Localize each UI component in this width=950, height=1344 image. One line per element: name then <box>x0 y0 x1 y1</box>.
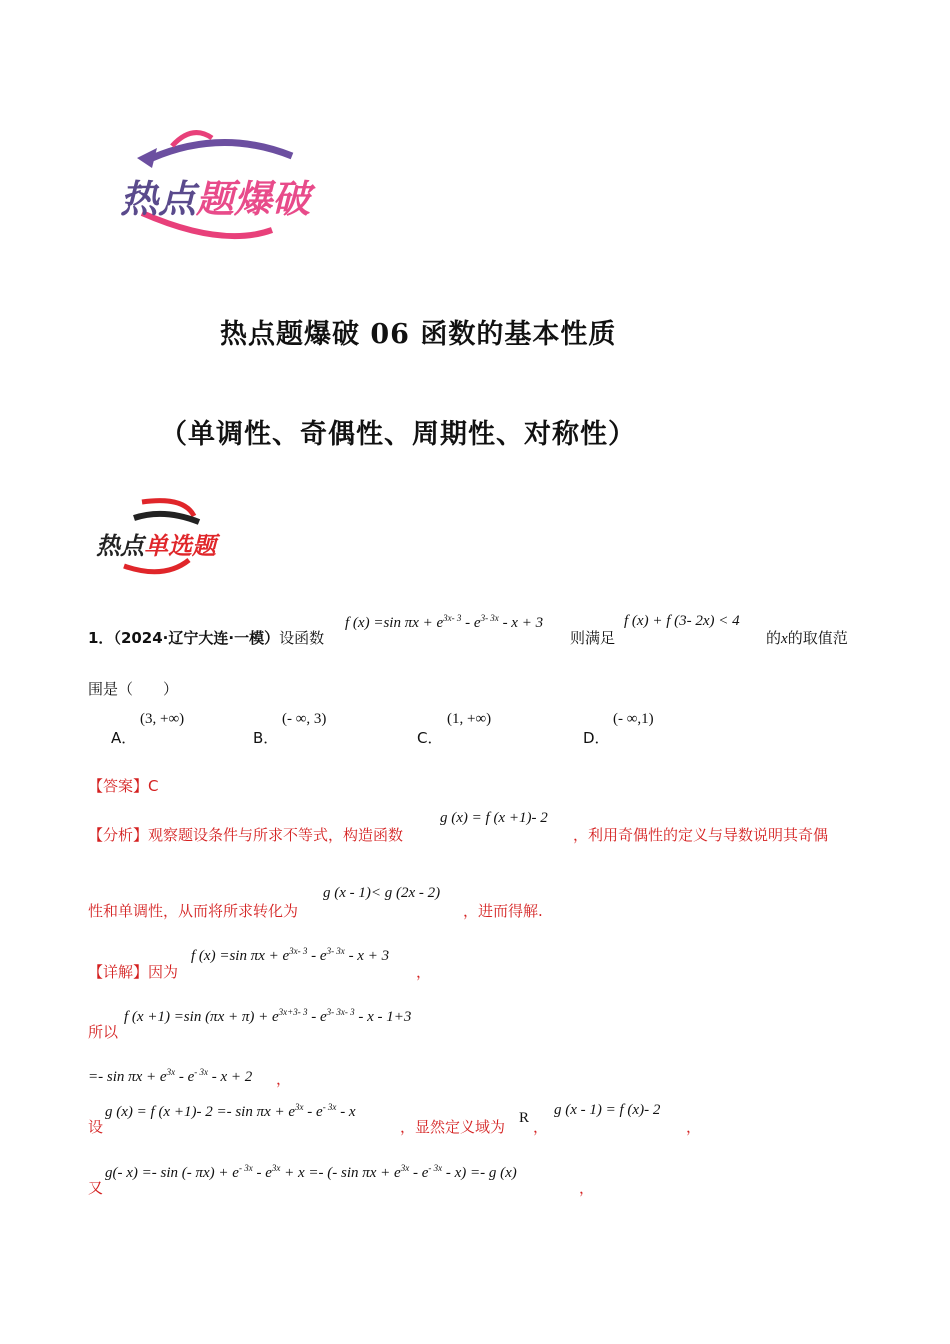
detail-comma4: ， <box>686 1118 702 1136</box>
detail-eq5: g (x - 1) = f (x)- 2 <box>554 1102 661 1118</box>
question-text-cd: 的x的取值范 <box>766 629 848 647</box>
option-a-label[interactable]: A． <box>111 729 137 747</box>
detail-comma1: ， <box>416 963 432 981</box>
section-logo <box>94 496 244 578</box>
detail-eq3: =- $\sin \pi x + e^{3x} - e^{- 3x} - x + 2$ <box>88 1067 253 1085</box>
section-logo-left: 热点 <box>96 532 144 560</box>
detail-eq6: g(- x) =- sin (- $\pi x) + e^{- 3x} - e^{3x} + x$ =- (- $\sin \pi x + e^{3x} - e^{- 3x} - x) =- g$ (x) <box>105 1163 517 1181</box>
detail-eq4: g (x) = f (x +1)- $2 =- \sin \pi x + e^{3x} - e^{- 3x} - x$ <box>105 1102 356 1120</box>
answer-value: C <box>148 777 159 795</box>
detail-text4: ，显然定义域为 <box>400 1118 506 1136</box>
option-d-value: (- ∞,1) <box>613 711 654 727</box>
option-c-value: (1, +∞) <box>447 711 492 727</box>
option-a-value: (3, +∞) <box>140 711 185 727</box>
detail-text3: 设 <box>88 1118 104 1136</box>
analysis-gineq: g (x - 1)< g (2x - 2) <box>323 885 441 901</box>
detail-eq2: f (x +1) =sin $(\pi x + \pi) + e^{3x+3- 3} - e^{3- 3x- 3} - x - 1+3$ <box>124 1007 412 1025</box>
detail-comma2: ， <box>276 1070 292 1088</box>
analysis-gfunc: g (x) = f (x +1)- 2 <box>440 810 548 826</box>
header-logo <box>112 118 342 248</box>
option-b-value: (- ∞, 3) <box>282 711 327 727</box>
analysis-line1: 【分析】观察题设条件与所求不等式，构造函数 <box>88 826 404 844</box>
question-text-a: 设函数 <box>279 629 325 647</box>
option-c-label[interactable]: C． <box>417 729 443 747</box>
option-b-label[interactable]: B． <box>253 729 279 747</box>
question-inequality: f (x) + f (3- 2x) < 4 <box>624 613 740 629</box>
page-title: 热点题爆破 06 函数的基本性质 <box>220 319 617 350</box>
question-text-b: 则满足 <box>570 629 616 647</box>
question-source: （2024·辽宁大连·一模） <box>113 629 280 647</box>
detail-text2: 所以 <box>88 1023 119 1041</box>
question-function: f (x) =sin $\pi x + e^{3x- 3} - e^{3- 3x} - x + 3$ <box>345 613 544 631</box>
logo-left-text: 热点 <box>120 177 197 221</box>
detail-line1: 【详解】因为 <box>88 963 179 981</box>
analysis-text2: ，利用奇偶性的定义与导数说明其奇偶 <box>573 826 829 844</box>
detail-comma5: ， <box>579 1179 595 1197</box>
section-logo-right: 单选题 <box>144 532 216 560</box>
analysis-text3: 性和单调性，从而将所求转化为 <box>88 902 299 920</box>
detail-eq1: f (x) =sin $\pi x + e^{3x- 3} - e^{3- 3x} - x + 3$ <box>191 946 390 964</box>
page-subtitle: （单调性、奇偶性、周期性、对称性） <box>160 419 636 450</box>
answer-line: 【答案】C <box>88 777 159 795</box>
logo-right-text: 题爆破 <box>196 177 311 221</box>
question-text-e: 围是（ ） <box>88 680 179 698</box>
analysis-text4: ，进而得解. <box>463 902 543 920</box>
question-number <box>88 627 324 648</box>
question-index: 1． <box>88 629 114 647</box>
detail-text5: 又 <box>88 1179 104 1197</box>
detail-domain: R <box>519 1110 530 1126</box>
detail-comma3: ， <box>533 1118 549 1136</box>
option-d-label[interactable]: D． <box>583 729 610 747</box>
